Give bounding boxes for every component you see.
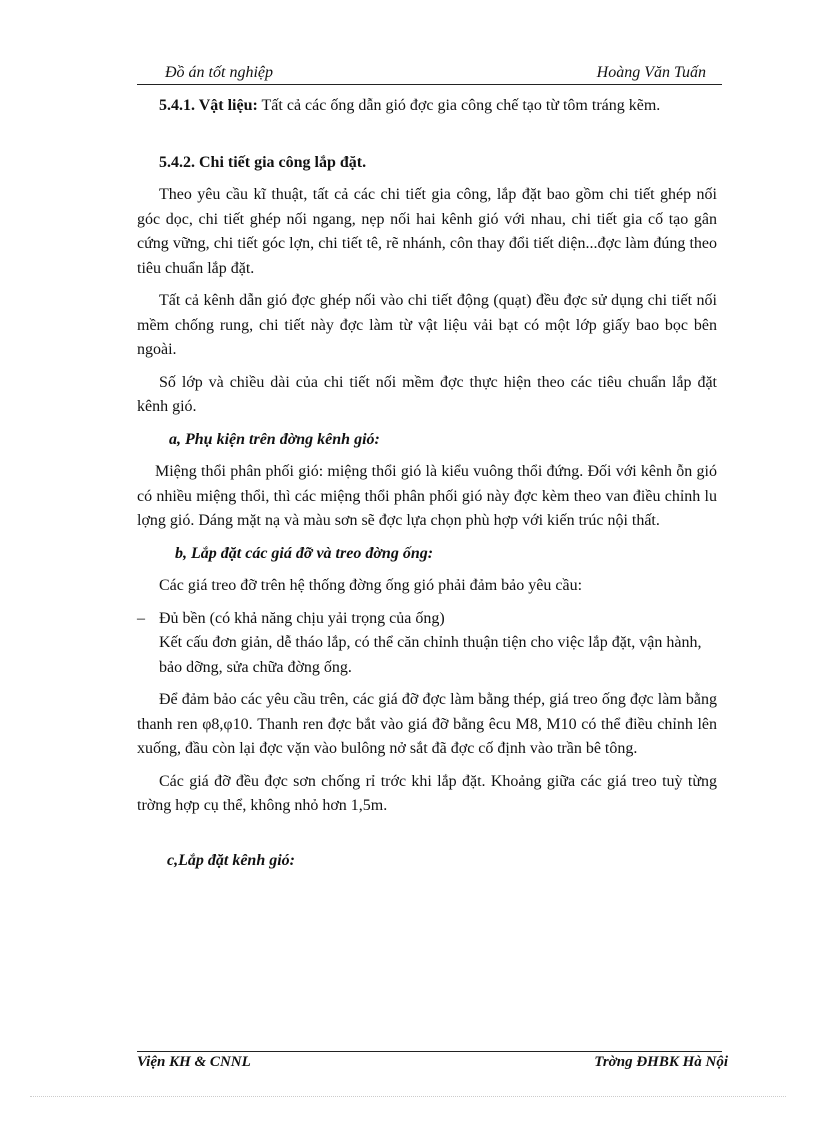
- header-right: Hoàng Văn Tuấn: [596, 64, 706, 81]
- paragraph-1: Theo yêu cầu kĩ thuật, tất cả các chi tiết gia công, lắp đặt bao gồm chi tiết ghép nối góc dọc, chi tiết ghép nối ngang, nẹp nối hai kênh gió với nhau, chi tiết gia cố tạo gân cứng vững, chi tiết góc lợn, chi tiết tê, rẽ nhánh, côn thay đổi tiết diện...đợc làm đúng theo tiêu chuẩn lắp đặt.: [137, 186, 717, 277]
- section-5-4-2-title: 5.4.2. Chi tiết gia công lắp đặt.: [159, 153, 367, 171]
- dash-glyph: –: [137, 609, 145, 627]
- section-5-4-1-text: Tất cả các ống dẫn gió đợc gia công chế tạo từ tôm tráng kẽm.: [257, 97, 661, 114]
- page-bottom-divider: [30, 1096, 786, 1097]
- subsection-a-text: Miệng thổi phân phối gió: miệng thổi gió là kiểu vuông thổi đứng. Đối với kênh ỗn gió có nhiều miệng thổi, thì các miệng thổi phân phối gió này đợc kèm theo van điều chỉnh lu lợng gió. Dáng mặt nạ và màu sơn sẽ đợc lựa chọn phù hợp với kiến trúc nội thất.: [137, 463, 717, 529]
- bullet-text-2: Kết cấu đơn giản, dễ tháo lắp, có thể căn chỉnh thuận tiện cho việc lắp đặt, vận hành, bảo dỡng, sửa chữa đờng ống.: [159, 634, 702, 676]
- footer-left: Viện KH & CNNL: [137, 1054, 251, 1070]
- section-5-4-1: [137, 94, 717, 119]
- footer-right: Trờng ĐHBK Hà Nội: [594, 1054, 728, 1070]
- page-content: [137, 94, 717, 881]
- page-header: [137, 64, 722, 85]
- subsection-b-para-2: Các giá đỡ đều đợc sơn chống rỉ trớc khi lắp đặt. Khoảng giữa các giá treo tuỳ từng trờng hợp cụ thể, không nhỏ hơn 1,5m.: [137, 772, 717, 814]
- subsection-b-intro: Các giá treo đỡ trên hệ thống đờng ống gió phải đảm bảo yêu cầu:: [159, 577, 583, 594]
- paragraph-2: Tất cả kênh dẫn gió đợc ghép nối vào chi tiết động (quạt) đều đợc sử dụng chi tiết nối mềm chống rung, chi tiết này đợc làm từ vật liệu vải bạt có một lớp giấy bao bọc bên ngoài.: [137, 292, 717, 358]
- header-left: Đồ án tốt nghiệp: [165, 64, 273, 81]
- subsection-c-title: c,Lắp đặt kênh gió:: [167, 851, 295, 869]
- bullet-item: [137, 607, 717, 632]
- page-footer: [137, 1051, 728, 1070]
- subsection-b-para-1: Để đảm bảo các yêu cầu trên, các giá đỡ đợc làm bằng thép, giá treo ống đợc làm bằng thanh ren φ8,φ10. Thanh ren đợc bắt vào giá đỡ bằng êcu M8, M10 có thể điều chỉnh lên xuống, đầu còn lại đợc vặn vào bulông nở sắt đã đợc cố định vào trần bê tông.: [137, 691, 717, 757]
- paragraph-3: Số lớp và chiều dài của chi tiết nối mềm đợc thực hiện theo các tiêu chuẩn lắp đặt kênh gió.: [137, 373, 717, 415]
- subsection-b-title: b, Lắp đặt các giá đỡ và treo đờng ống:: [175, 544, 434, 562]
- bullet-text-1: Đủ bền (có khả năng chịu yải trọng của ống): [159, 609, 445, 627]
- subsection-a-title: a, Phụ kiện trên đờng kênh gió:: [169, 430, 380, 448]
- section-5-4-1-title: 5.4.1. Vật liệu:: [159, 97, 258, 114]
